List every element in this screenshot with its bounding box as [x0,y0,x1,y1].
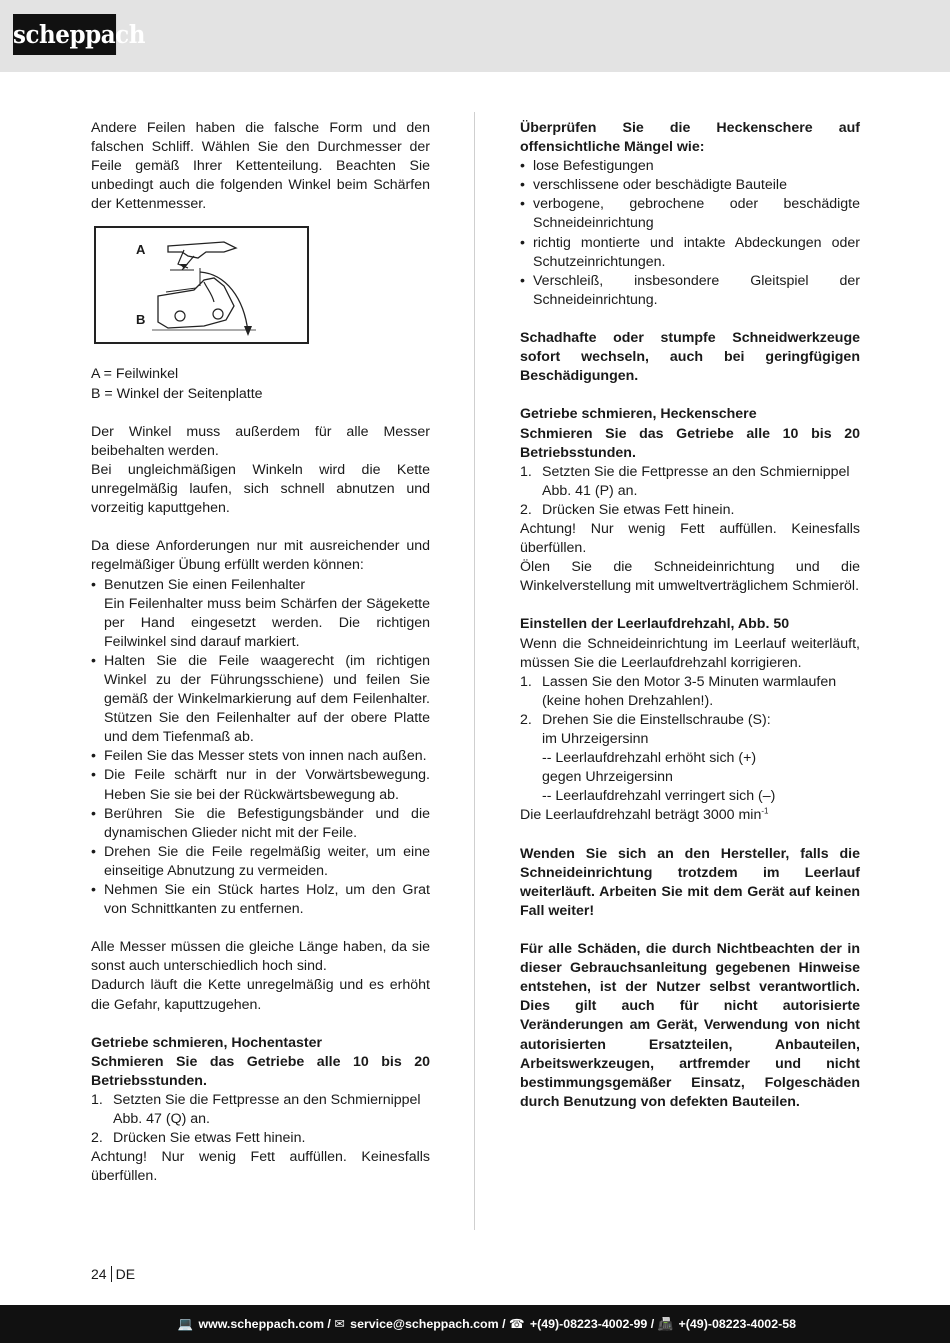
list-item: 1. Setzten Sie die Fettpresse an den Schmiernippel [520,463,850,480]
page-footer [0,1305,950,1343]
uneven-angle-paragraph: Bei ungleichmäßigen Winkeln wird die Kette unregelmäßig laufen, sich schnell abnutzen und vorzeitig kaputtgehen. [91,461,430,517]
list-item: 1. Setzten Sie die Fettpresse an den Schmiernippel [91,1092,421,1109]
figure-label-b: B [136,312,146,328]
lubrication-steps [91,1091,430,1148]
figure-label-a: A [136,242,146,258]
phone-number: +(49)-08223-4002-99 / [529,1317,655,1331]
chain-tooth-illustration [96,228,307,342]
email-link[interactable]: service@scheppach.com / [350,1317,506,1331]
computer-icon: 💻 [177,1317,193,1331]
lubrication-steps [520,463,860,520]
list-item-continuation: Abb. 47 (Q) an. [113,1111,210,1128]
list-item: • Halten Sie die Feile waagerecht (im richtigen Winkel zu der Führungsschiene) und feilen Sie gemäß der Winkelmarkierung auf dem Feilenhalter. Stützen Sie den Feilenhalter auf der obere Platte und dem Tiefenmaß ab. [91,652,430,747]
phone-icon: ☎ [508,1317,525,1331]
list-item: 1. Lassen Sie den Motor 3-5 Minuten warmlaufen [520,673,837,690]
risk-paragraph: Dadurch läuft die Kette unregelmäßig und es erhöht die Gefahr, kaputtzugehen. [91,977,430,1013]
list-item: • Feilen Sie das Messer stets von innen nach außen. [91,747,430,766]
manufacturer-warning: Wenden Sie sich an den Hersteller, falls die Schneideinrichtung trotzdem im Leerlauf weiterläuft. Arbeiten Sie mit dem Gerät auf keinen Fall weiter! [520,845,860,919]
list-item-continuation: (keine hohen Drehzahlen!). [542,692,714,709]
list-item-continuation: -- Leerlaufdrehzahl erhöht sich (+) [542,750,757,767]
mail-icon: ✉ [334,1317,345,1331]
intro-paragraph: Andere Feilen haben die falsche Form und den falschen Schliff. Wählen Sie den Durchmesser der Feile gemäß Ihrer Kettenteilung. Beachten Sie unbedingt auch die folgenden Winkel beim Schärfen der Kettenmesser. [91,120,430,213]
list-item: • Berühren Sie die Befestigungsbänder und die dynamischen Glieder nicht mit der Feile. [91,805,430,843]
list-item: • Drehen Sie die Feile regelmäßig weiter, um eine einseitige Abnutzung zu vermeiden. [91,843,430,881]
fax-icon: 📠 [657,1317,674,1331]
requirements-paragraph: Da diese Anforderungen nur mit ausreichender und regelmäßiger Übung erfüllt werden können: [91,538,430,574]
replace-tools-warning: Schadhafte oder stumpfe Schneidwerkzeuge sofort wechseln, auch bei geringfügigen Beschädigungen. [520,330,860,385]
sharpening-tips-list [91,576,430,920]
list-item: • lose Befestigungen [520,157,860,176]
list-item-continuation: Abb. 41 (P) an. [542,482,638,499]
brand-logo: scheppach [13,14,116,55]
grease-warning: Achtung! Nur wenig Fett auffüllen. Keinesfalls überfüllen. [91,1149,430,1185]
list-item: • Verschleiß, insbesondere Gleitspiel der Schneideinrichtung. [520,272,860,310]
list-item: 2. Drücken Sie etwas Fett hinein. [520,501,735,518]
idle-intro-paragraph: Wenn die Schneideinrichtung im Leerlauf weiterläuft, müssen Sie die Leerlaufdrehzahl korrigieren. [520,635,860,671]
list-item: • verschlissene oder beschädigte Bauteile [520,176,860,195]
fax-number: +(49)-08223-4002-58 [678,1317,796,1331]
lubrication-interval: Schmieren Sie das Getriebe alle 10 bis 20 Betriebsstunden. [520,425,860,461]
section-heading-heckenschere: Getriebe schmieren, Heckenschere [520,406,757,423]
list-item: • Benutzen Sie einen Feilenhalter Ein Feilenhalter muss beim Schärfen der Sägekette per Hand eingesetzt werden. Die richtigen Feilwinkel sind darauf markiert. [91,576,430,652]
idle-speed-value: Die Leerlaufdrehzahl beträgt 3000 $\min^{-1}$ [520,806,769,824]
inspection-heading: Überprüfen Sie die Heckenschere auf offensichtliche Mängel wie: [520,120,860,156]
column-divider [474,112,475,1230]
defects-list [520,157,860,310]
list-item-continuation: gegen Uhrzeigersinn [542,769,673,786]
grease-warning: Achtung! Nur wenig Fett auffüllen. Keinesfalls überfüllen. [520,520,860,557]
list-item: • richtig montierte und intakte Abdeckungen oder Schutzeinrichtungen. [520,234,860,272]
file-angle-figure [94,226,309,344]
page-header [0,0,950,72]
list-item-continuation: im Uhrzeigersinn [542,731,649,747]
liability-warning: Für alle Schäden, die durch Nichtbeachten der in dieser Gebrauchsanleitung gegebenen Hinweise entstehen, ist der Nutzer selbst verantwortlich. Dies gilt auch für nicht autorisierte Veränderungen am Gerät, Verwendung von nicht autorisierten Ersatzteilen, Anbauteilen, Arbeitswerkzeugen, artfremder und nicht bestimmungsgemäßer Einsatz, Folgeschäden durch Benutzung von defekten Bauteilen. [520,941,860,1110]
list-item: • Nehmen Sie ein Stück hartes Holz, um den Grat von Schnittkanten zu entfernen. [91,881,430,919]
right-column [520,119,860,1112]
section-heading-hochentaster: Getriebe schmieren, Hochentaster [91,1034,323,1051]
list-item: 2. Drücken Sie etwas Fett hinein. [91,1130,306,1147]
blade-length-paragraph: Alle Messer müssen die gleiche Länge haben, da sie sonst auch unterschiedlich hoch sind. [91,939,430,975]
list-item: 2. Drehen Sie die Einstellschraube (S): [520,711,771,728]
legend-b: B = Winkel der Seitenplatte [91,385,263,402]
website-link[interactable]: www.scheppach.com / [198,1317,331,1331]
angle-paragraph: Der Winkel muss außerdem für alle Messer beibehalten werden. [91,423,430,459]
page-number: 24 DE [91,1266,136,1282]
lubrication-interval: Schmieren Sie das Getriebe alle 10 bis 20 Betriebsstunden. [91,1053,430,1089]
list-item: • verbogene, gebrochene oder beschädigte Schneideinrichtung [520,195,860,233]
legend-a: A = Feilwinkel [91,366,179,383]
section-heading-idle-speed: Einstellen der Leerlaufdrehzahl, Abb. 50 [520,616,790,633]
oil-paragraph: Ölen Sie die Schneideinrichtung und die Winkelverstellung mit umweltverträglichem Schmieröl. [520,559,860,595]
list-item: • Die Feile schärft nur in der Vorwärtsbewegung. Heben Sie sie bei der Rückwärtsbewegung ab. [91,766,430,804]
list-item-continuation: -- Leerlaufdrehzahl verringert sich (–) [542,788,776,805]
idle-steps [520,673,860,807]
left-column [91,119,430,1187]
